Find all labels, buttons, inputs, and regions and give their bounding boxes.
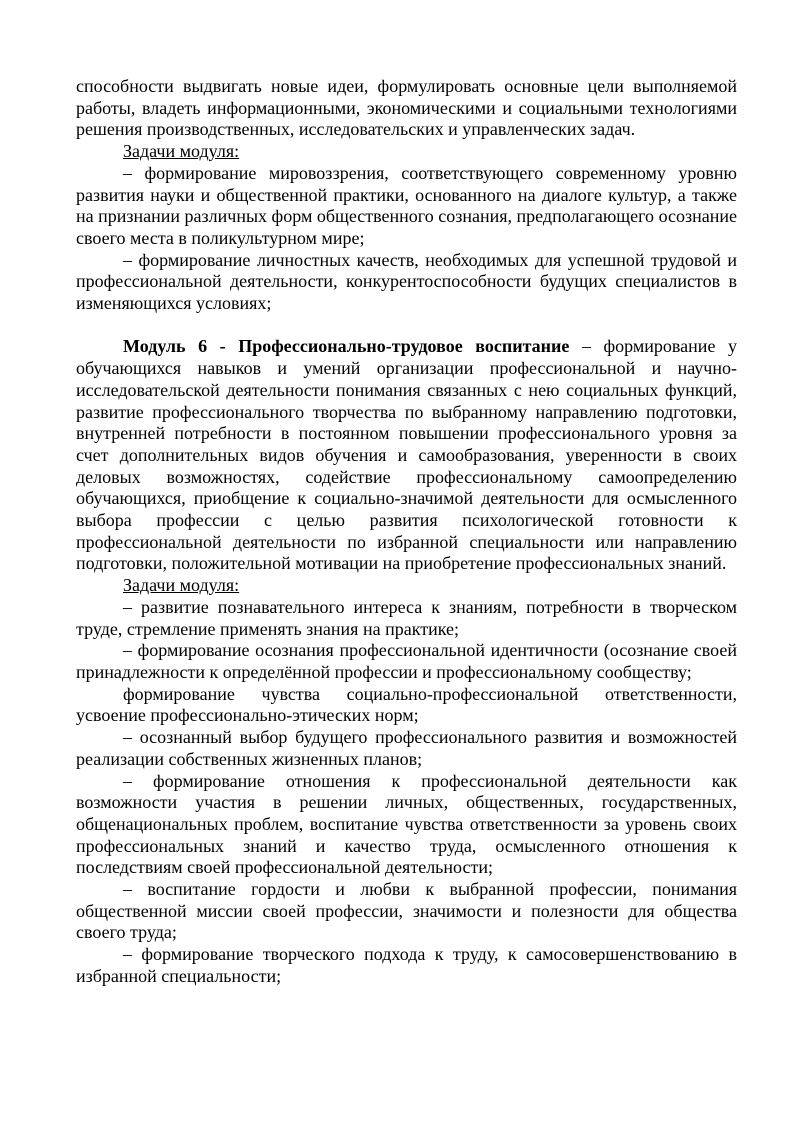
paragraph-abilities-continuation bbox=[76, 76, 737, 141]
paragraph-social-professional-responsibility bbox=[76, 684, 737, 727]
bullet-attitude-to-professional-activity bbox=[76, 771, 737, 880]
document-body bbox=[76, 76, 737, 988]
text-segment: – осознанный выбор будущего профессионального развития и возможностей реализации собственных жизненных планов; bbox=[76, 727, 737, 769]
text-segment: – формирование личностных качеств, необходимых для успешной трудовой и профессиональной деятельности, конкурентоспособности будущих специалистов в изменяющихся условиях; bbox=[76, 249, 737, 314]
paragraph-module-6 bbox=[76, 336, 737, 575]
text-segment: – воспитание гордости и любви к выбранной профессии, понимания общественной миссии своей профессии, значимости и полезности для общества своего труда; bbox=[76, 879, 737, 943]
blank-line bbox=[76, 315, 737, 337]
bullet-creative-approach bbox=[76, 944, 737, 987]
bullet-pride-and-love bbox=[76, 879, 737, 944]
bullet-cognitive-interest bbox=[76, 597, 737, 640]
bullet-worldview-formation bbox=[76, 163, 737, 250]
text-segment: Модуль 6 - Профессионально-трудовое воспитание bbox=[123, 336, 570, 357]
bullet-conscious-choice bbox=[76, 727, 737, 770]
text-segment: – развитие познавательного интереса к знаниям, потребности в творческом труде, стремление применять знания на практике; bbox=[76, 596, 737, 639]
bullet-professional-identity bbox=[76, 640, 737, 683]
text-segment: – формирование у обучающихся навыков и умений организации профессиональной и научно-исследовательской деятельности понимания связанных с нею социальных функций, развитие профессионального творчества по выбранному направлению подготовки, внутренней потребности в постоянном повышении профессионального уровня за счет дополнительных видов обучения и самообразования, уверенности в своих деловых возможностях, содействие профессиональному самоопределению обучающихся, приобщение к социально-значимой деятельности для осмысленного выбора профессии с целью развития психологической готовности к профессиональной деятельности по избранной специальности или направлению подготовки, положительной мотивации на приобретение профессиональных знаний. bbox=[76, 336, 737, 574]
text-segment: способности выдвигать новые идеи, формулировать основные цели выполняемой работы, владеть информационными, экономическими и социальными технологиями решения производственных, исследовательских и управленческих задач. bbox=[76, 76, 737, 140]
text-segment: – формирование осознания профессиональной идентичности (осознание своей принадлежности к определённой профессии и профессиональному сообществу; bbox=[76, 640, 737, 682]
module-tasks-heading-1 bbox=[76, 141, 737, 163]
text-segment: Задачи модуля: bbox=[123, 141, 240, 162]
text-segment: Задачи модуля: bbox=[123, 575, 240, 596]
text-segment: – формирование мировоззрения, соответствующего современному уровню развития науки и общественной практики, основанного на диалоге культур, а также на признании различных форм общественного сознания, предполагающего осознание своего места в поликультурном мире; bbox=[76, 162, 737, 248]
text-segment: – формирование отношения к профессиональной деятельности как возможности участия в решении личных, общественных, государственных, общенациональных проблем, воспитание чувства ответственности за уровень своих профессиональных знаний и качество труда, осмысленного отношения к последствиям своей профессиональной деятельности; bbox=[76, 770, 737, 878]
bullet-personal-qualities bbox=[76, 250, 737, 315]
text-segment: формирование чувства социально-профессиональной ответственности, усвоение профессионально-этических норм; bbox=[76, 683, 737, 726]
module-tasks-heading-2 bbox=[76, 575, 737, 597]
text-segment: – формирование творческого подхода к труду, к самосовершенствованию в избранной специальности; bbox=[76, 944, 737, 986]
